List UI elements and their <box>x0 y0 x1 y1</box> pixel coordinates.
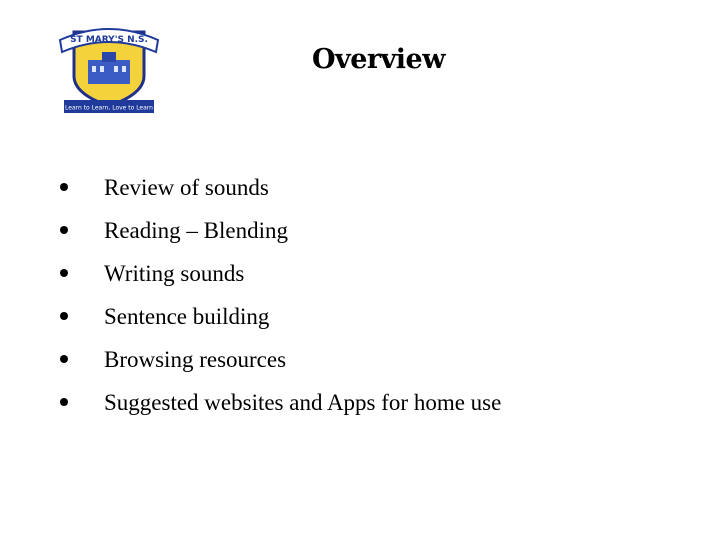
bullet-icon <box>60 226 68 234</box>
slide-title: Overview <box>312 44 445 75</box>
list-item-text: Sentence building <box>104 304 270 329</box>
list-item <box>0 301 720 344</box>
list-item <box>0 344 720 387</box>
bullet-icon <box>60 355 68 363</box>
school-crest-logo <box>52 14 166 118</box>
bullet-icon <box>60 312 68 320</box>
list-item-text: Browsing resources <box>104 347 287 372</box>
bullet-icon <box>60 183 68 191</box>
list-item <box>0 387 720 430</box>
bullet-icon <box>60 398 68 406</box>
banner-text: ST MARY'S N.S. <box>70 35 148 45</box>
overview-list <box>0 172 720 430</box>
bullet-icon <box>60 269 68 277</box>
list-item <box>0 258 720 301</box>
motto-text: Learn to Learn, Love to Learn <box>65 104 153 112</box>
list-item-text: Suggested websites and Apps for home use <box>104 390 502 415</box>
list-item-text: Review of sounds <box>104 175 269 200</box>
list-item-text: Reading – Blending <box>104 218 288 243</box>
list-item-text: Writing sounds <box>104 261 245 286</box>
list-item <box>0 215 720 258</box>
list-item <box>0 172 720 215</box>
crest-graphic <box>52 14 166 118</box>
